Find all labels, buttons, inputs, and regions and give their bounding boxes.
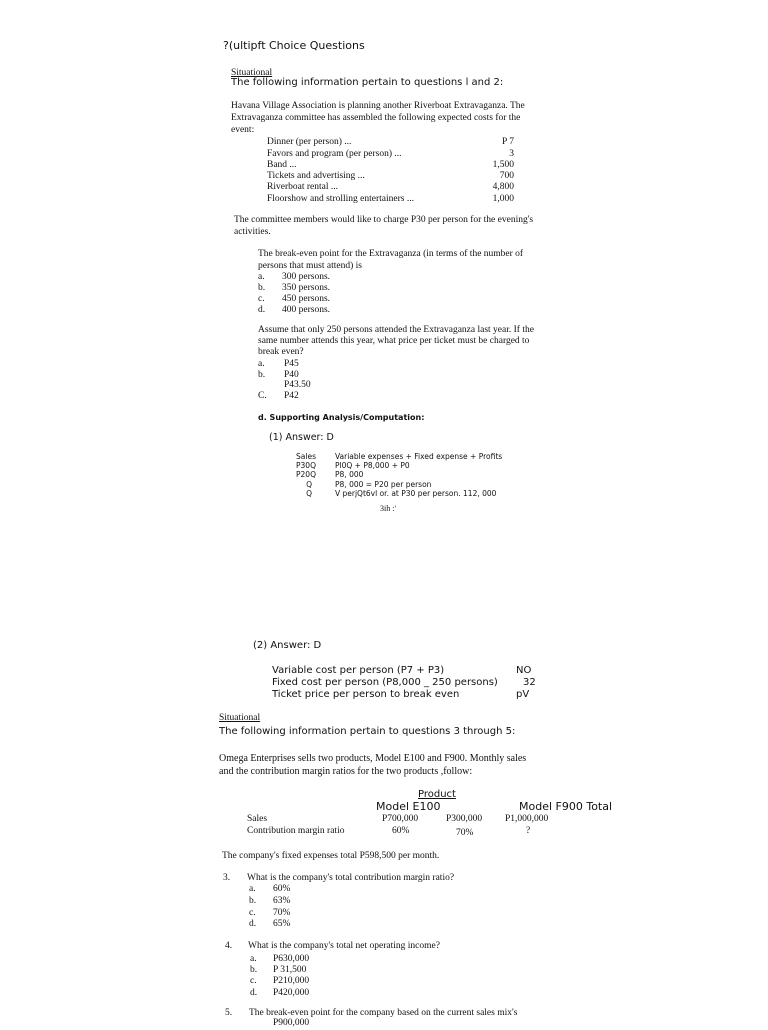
option-letter: b. (249, 896, 257, 906)
supporting-analysis-heading: d. Supporting Analysis/Computation: (258, 413, 425, 422)
option-text: P210,000 (273, 976, 310, 986)
option-text: P 31,500 (273, 965, 307, 975)
option-text: 60% (273, 884, 291, 894)
question-stem: same number attends this year, what price per ticket must be charged to (258, 336, 530, 346)
option-text: P40 (284, 370, 299, 380)
option-text-partial: P900,000 (273, 1018, 310, 1028)
cell: P1,000,000 (505, 814, 549, 824)
cost-item: Band ... (267, 160, 297, 170)
cost-item: Tickets and advertising ... (267, 171, 365, 181)
option-text: P42 (284, 391, 299, 401)
question-stem: Assume that only 250 persons attended the Extravaganza last year. If the (258, 325, 534, 335)
option-letter: a. (258, 272, 265, 282)
option-text: 70% (273, 908, 291, 918)
cost-amount: 4,800 (492, 182, 514, 192)
question-number: 4. (225, 941, 233, 951)
column-header-f900-total: Model F900 Total (519, 800, 613, 813)
option-text: 63% (273, 896, 291, 906)
option-text: 300 persons. (282, 272, 331, 282)
cost-item: Floorshow and strolling entertainers ... (267, 194, 414, 204)
option-letter: c. (249, 908, 256, 918)
answer-1-label: (1) Answer: D (269, 432, 334, 443)
option-text: 450 persons. (282, 294, 331, 304)
option-letter: C. (258, 391, 267, 401)
option-letter: a. (250, 954, 257, 964)
column-header-e100: Model E100 (376, 800, 441, 813)
answer-2-label: (2) Answer: D (253, 640, 322, 651)
option-letter: d. (258, 305, 266, 315)
cost-item: Dinner (per person) ... (267, 137, 352, 147)
option-text: P45 (284, 359, 299, 369)
option-text: 65% (273, 919, 291, 929)
cell: 70% (456, 828, 474, 838)
cost-amount: 3 (509, 149, 514, 159)
cost-item: Riverboat rental ... (267, 182, 338, 192)
question-stem: The break-even point for the Extravaganza (in terms of the number of (258, 249, 524, 259)
situational-intro-1: The following information pertain to questions l and 2: (231, 77, 504, 88)
option-text: P43.50 (284, 380, 311, 390)
option-letter: c. (250, 976, 257, 986)
situational-label-1: Situational (231, 68, 273, 78)
option-letter: b. (250, 965, 258, 975)
product-group-header: Product (418, 789, 456, 800)
option-letter: d. (249, 919, 257, 929)
option-letter: a. (249, 884, 256, 894)
option-letter: b. (258, 370, 266, 380)
cost-amount: 1,500 (492, 160, 514, 170)
question-stem: break even? (258, 347, 304, 357)
question-stem: The break-even point for the company based on the current sales mix's (249, 1008, 518, 1018)
option-text: P630,000 (273, 954, 310, 964)
page-title: ?(ultipft Choice Questions (223, 39, 365, 52)
cell: 60% (392, 826, 410, 836)
cell: P700,000 (382, 814, 419, 824)
option-text: P420,000 (273, 988, 310, 998)
cost-amount: 700 (499, 171, 514, 181)
cell: P300,000 (446, 814, 483, 824)
option-letter: a. (258, 359, 265, 369)
option-text: 400 persons. (282, 305, 331, 315)
question-stem: What is the company's total contribution margin ratio? (247, 873, 455, 883)
fixed-expenses-note: The company's fixed expenses total P598,500 per month. (222, 851, 440, 861)
cost-item: Favors and program (per person) ... (267, 149, 402, 159)
handwritten-note: 3ih :' (380, 504, 396, 513)
option-letter: c. (258, 294, 265, 304)
option-letter: d. (250, 988, 258, 998)
question-stem: persons that must attend) is (258, 261, 362, 271)
row-label-sales: Sales (247, 814, 268, 824)
cost-amount: P 7 (501, 137, 514, 147)
situational-label-2: Situational (219, 713, 261, 723)
option-letter: b. (258, 283, 266, 293)
cell: ? (526, 826, 531, 836)
situational-intro-2: The following information pertain to questions 3 through 5: (219, 726, 516, 737)
question-number: 3. (223, 873, 231, 883)
question-number: 5. (225, 1008, 233, 1018)
row-label-cm-ratio: Contribution margin ratio (247, 826, 345, 836)
question-stem: What is the company's total net operating income? (248, 941, 440, 951)
cost-amount: 1,000 (492, 194, 514, 204)
option-text: 350 persons. (282, 283, 331, 293)
